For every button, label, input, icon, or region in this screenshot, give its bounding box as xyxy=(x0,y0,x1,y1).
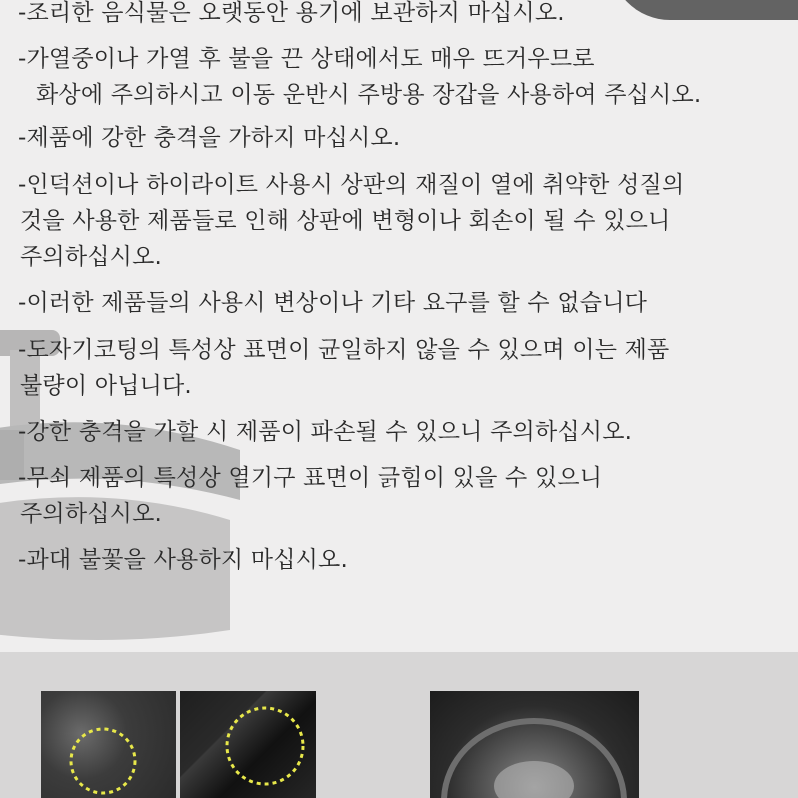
note-line: -조리한 음식물은 오랫동안 용기에 보관하지 마십시오. xyxy=(18,0,565,26)
note-line: 것을 사용한 제품들로 인해 상판에 변형이나 회손이 될 수 있으니 xyxy=(20,208,671,234)
note-line: -도자기코팅의 특성상 표면이 균일하지 않을 수 있으며 이는 제품 xyxy=(18,337,670,363)
surface-example-photo xyxy=(180,691,316,798)
note-line: 화상에 주의하시고 이동 운반시 주방용 장갑을 사용하여 주십시오. xyxy=(36,82,702,108)
pot-interior-photo xyxy=(430,691,639,798)
pot-rim-icon xyxy=(430,691,639,798)
note-line: 주의하십시오. xyxy=(20,501,163,527)
note-line: -제품에 강한 충격을 가하지 마십시오. xyxy=(18,125,401,151)
note-line: 주의하십시오. xyxy=(20,244,163,270)
note-line: -가열중이나 가열 후 불을 끈 상태에서도 매우 뜨거우므로 xyxy=(18,46,595,72)
note-line: 불량이 아닙니다. xyxy=(20,373,192,399)
highlight-circle-icon xyxy=(180,691,316,798)
note-line: -강한 충격을 가할 시 제품이 파손될 수 있으니 주의하십시오. xyxy=(18,419,633,445)
note-line: -인덕션이나 하이라이트 사용시 상판의 재질이 열에 취약한 성질의 xyxy=(18,172,685,198)
note-line: -과대 불꽃을 사용하지 마십시오. xyxy=(18,547,348,573)
highlight-circle-icon xyxy=(41,691,176,798)
pot-lid-photo xyxy=(610,0,798,20)
note-line: -무쇠 제품의 특성상 열기구 표면이 긁힘이 있을 수 있으니 xyxy=(18,465,603,491)
note-line: -이러한 제품들의 사용시 변상이나 기타 요구를 할 수 없습니다 xyxy=(18,290,648,316)
scratch-example-photo xyxy=(41,691,176,798)
